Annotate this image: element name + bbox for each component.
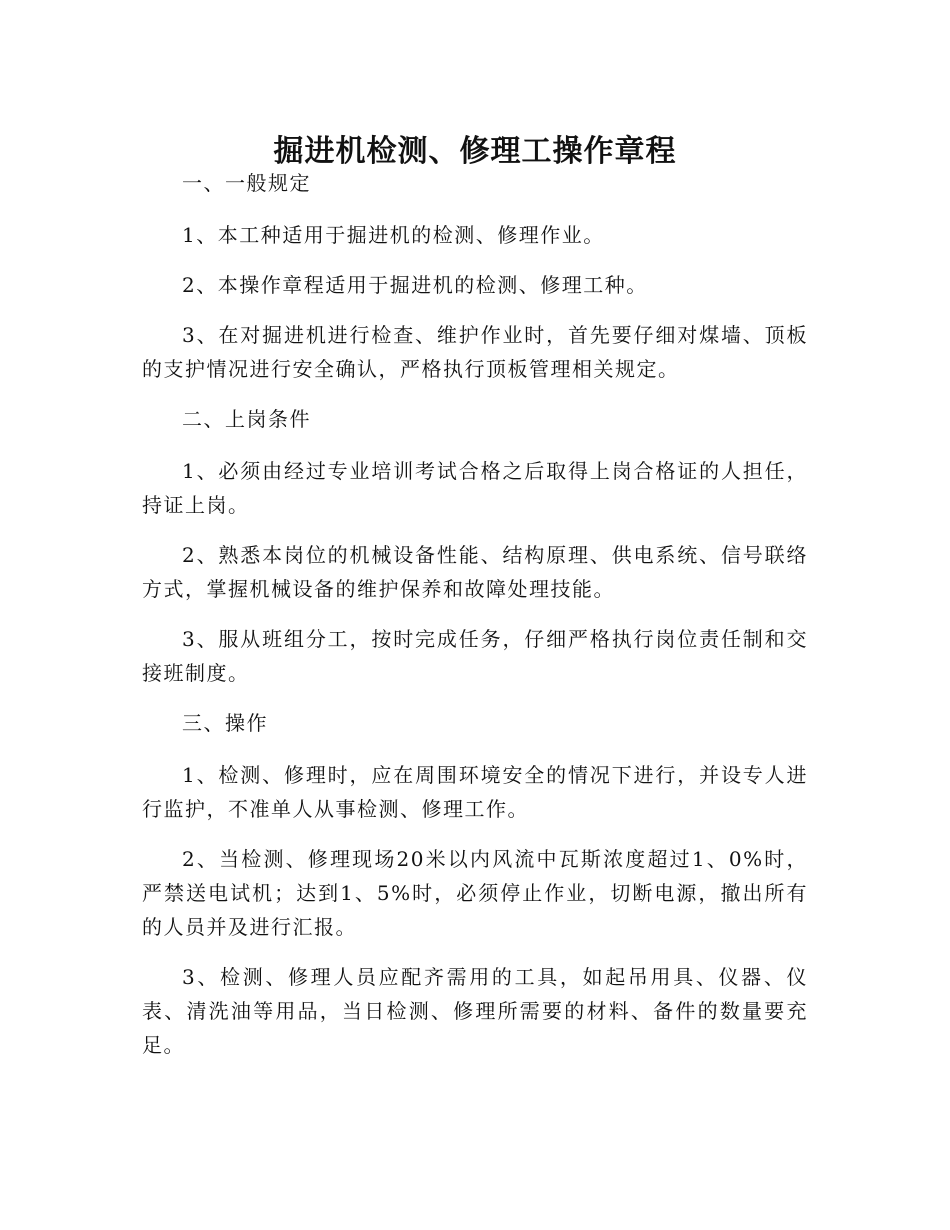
paragraph: 3、服从班组分工，按时完成任务，仔细严格执行岗位责任制和交接班制度。 [142, 627, 808, 685]
paragraph: 1、检测、修理时，应在周围环境安全的情况下进行，并设专人进行监护，不准单人从事检测、修理工作。 [142, 763, 808, 821]
paragraph: 1、必须由经过专业培训考试合格之后取得上岗合格证的人担任，持证上岗。 [142, 459, 808, 517]
paragraph: 2、本操作章程适用于掘进机的检测、修理工种。 [182, 273, 648, 297]
paragraph: 1、本工种适用于掘进机的检测、修理作业。 [182, 223, 605, 247]
document-title: 掘进机检测、修理工操作章程 [273, 134, 677, 170]
paragraph: 2、熟悉本岗位的机械设备性能、结构原理、供电系统、信号联络方式，掌握机械设备的维护保养和故障处理技能。 [142, 543, 808, 601]
section-general-rules [142, 166, 808, 386]
paragraph: 3、在对掘进机进行检查、维护作业时，首先要仔细对煤墙、顶板的支护情况进行安全确认，严格执行顶板管理相关规定。 [142, 323, 808, 381]
section-heading: 三、操作 [182, 711, 268, 735]
paragraph: 3、检测、修理人员应配齐需用的工具，如起吊用具、仪器、仪表、清洗油等用品，当日检测、修理所需要的材料、备件的数量要充足。 [142, 965, 808, 1057]
document-body [142, 166, 808, 1078]
section-job-requirements [142, 402, 808, 690]
section-heading: 一、一般规定 [182, 171, 311, 195]
section-operation [142, 706, 808, 1062]
section-heading: 二、上岗条件 [182, 407, 311, 431]
paragraph: 2、当检测、修理现场20米以内风流中瓦斯浓度超过1、0%时，严禁送电试机；达到1、5%时，必须停止作业，切断电源，撤出所有的人员并及进行汇报。 [142, 847, 808, 939]
